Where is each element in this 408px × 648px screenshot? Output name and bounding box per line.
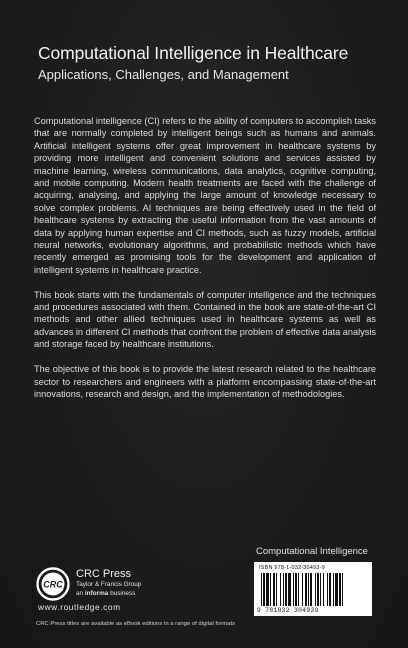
series-name: Computational Intelligence <box>256 546 368 557</box>
barcode-bar <box>285 573 287 606</box>
informa-business-line <box>76 590 135 597</box>
barcode-bar <box>308 573 309 606</box>
barcode-number: 9 781032 304939 <box>257 607 319 614</box>
barcode-bar <box>261 573 262 606</box>
blurb-paragraph-2: This book starts with the fundamentals of computer intelligence and the techniques and procedures associated with them. Contained in the book are state-of-the-art CI methods and other allied techniques used in healthcare systems as well as advances in different CI methods that confront the problem of effective data analysis and storage faced by healthcare institutions. <box>34 289 376 350</box>
blurb <box>34 115 376 413</box>
barcode-bar <box>342 573 343 606</box>
blurb-paragraph-3: The objective of this book is to provide the latest research related to the healthcare sector to researchers and engineers with a platform encompassing state-of-the-art innovations, research and design, and the implementation of methodologies. <box>34 364 376 399</box>
barcode-panel <box>254 562 372 616</box>
informa-suffix: business <box>108 590 136 597</box>
barcode-bar <box>315 573 316 606</box>
barcode-bar <box>280 573 281 606</box>
barcode-bar <box>305 573 307 606</box>
publisher-website: www.routledge.com <box>38 602 121 612</box>
ebook-note: CRC Press titles are available as eBook editions in a range of digital formats <box>36 621 236 627</box>
logo-text: CRC <box>43 579 63 590</box>
barcode-bar <box>333 573 334 606</box>
barcode-bar <box>273 573 275 606</box>
barcode-bar <box>339 573 341 606</box>
informa-brand: informa <box>84 590 109 597</box>
book-subtitle: Applications, Challenges, and Management <box>38 67 289 82</box>
barcode-bar <box>288 573 291 606</box>
barcode-bar <box>295 573 297 606</box>
publisher-name: CRC Press <box>76 568 132 580</box>
publisher-group: Taylor & Francis Group <box>76 581 142 588</box>
barcode-bar <box>302 573 303 606</box>
barcode-bar <box>329 573 331 606</box>
barcode-bar <box>327 573 328 606</box>
barcode-bar <box>270 573 271 606</box>
barcode-bar <box>263 573 265 606</box>
barcode-bar <box>317 573 319 606</box>
isbn-text: ISBN 978-1-032-30493-9 <box>259 565 325 571</box>
barcode-bar <box>335 573 338 606</box>
barcode-bar <box>276 573 277 606</box>
barcode-bar <box>298 573 299 606</box>
blurb-paragraph-1: Computational intelligence (CI) refers to the ability of computers to accomplish tasks that are normally completed by intelligent beings such as humans and animals. Artificial intelligent systems offer great improvement in healthcare systems by providing more intelligent and convenient solutions and services assisted by machine learning, wireless communications, data analytics, cognitive computing, and mobile computing. Modern health treatments are faced with the challenge of acquiring, analysing, and applying the large amount of knowledge necessary to solve complex problems. AI techniques are being effectively used in the field of healthcare systems by extracting the useful information from the vast amounts of data by applying human expertise and CI methods, such as fuzzy models, artificial neural networks, evolutionary algorithms, and probabilistic methods which have recently emerged as promising tools for the development and application of intelligent systems in healthcare practice. <box>34 116 376 275</box>
barcode-bar <box>320 573 321 606</box>
barcode-bar <box>310 573 312 606</box>
barcode-bar <box>293 573 294 606</box>
crc-press-logo-icon <box>36 567 70 601</box>
barcode-bar <box>283 573 284 606</box>
informa-prefix: an <box>76 590 85 597</box>
barcode-bar <box>323 573 324 606</box>
barcode-icon <box>260 573 366 606</box>
barcode-bar <box>266 573 269 606</box>
book-title: Computational Intelligence in Healthcare <box>38 43 349 63</box>
